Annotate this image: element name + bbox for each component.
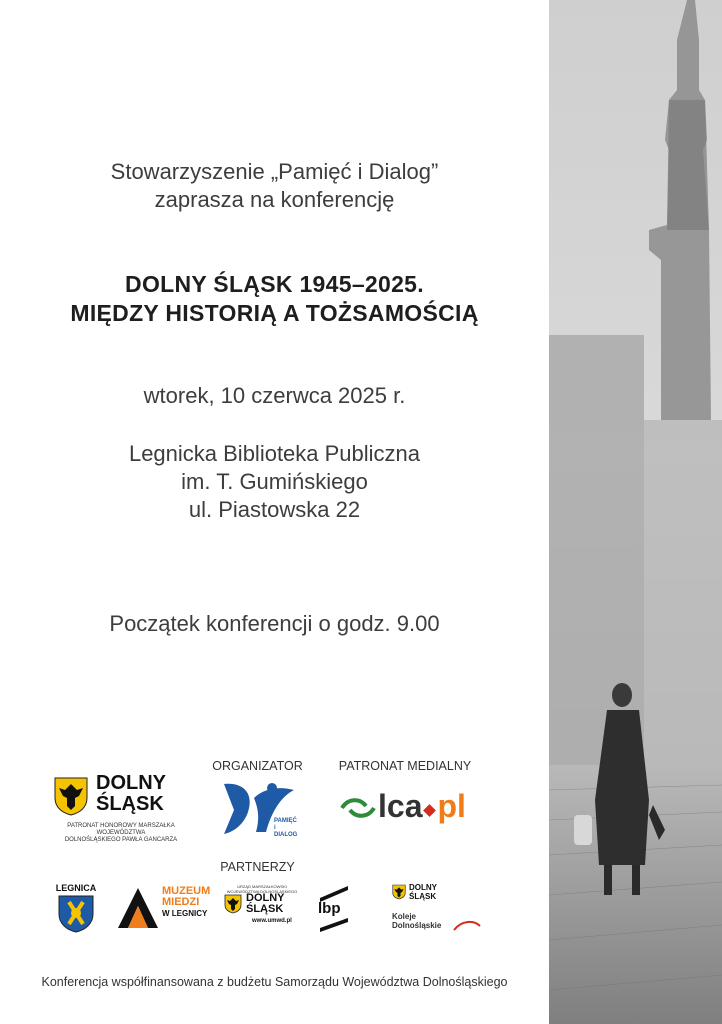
dolny-slask-line-2: ŚLĄSK bbox=[96, 793, 164, 815]
title-line-2: MIĘDZY HISTORIĄ A TOŻSAMOŚCIĄ bbox=[70, 300, 479, 326]
muzeum-line-1: MUZEUM bbox=[162, 885, 211, 897]
koleje-line-2: Dolnośląskie bbox=[392, 921, 442, 930]
start-time: Początek konferencji o godz. 9.00 bbox=[109, 611, 440, 636]
intro-line-1: Stowarzyszenie „Pamięć i Dialog” bbox=[110, 159, 439, 184]
pamiec-dialog-logo bbox=[220, 780, 300, 838]
dolny-slask-line-1: DOLNY bbox=[96, 772, 166, 794]
lca-pl-text: pl bbox=[437, 788, 466, 824]
small-ds-line-2: ŚLĄSK bbox=[409, 892, 437, 901]
lbp-logo bbox=[316, 884, 352, 932]
intro-text bbox=[0, 158, 549, 214]
event-date: wtorek, 10 czerwca 2025 r. bbox=[143, 383, 406, 408]
umwd-url: www.umwd.pl bbox=[252, 918, 292, 924]
title-line-1: DOLNY ŚLĄSK 1945–2025. bbox=[125, 271, 424, 297]
intro-line-2: zaprasza na konferencję bbox=[154, 187, 395, 212]
small-eagle-icon bbox=[392, 884, 406, 900]
koleje-swoosh-icon bbox=[452, 918, 482, 932]
umwd-line-1: DOLNY bbox=[246, 892, 285, 904]
pamiec-line-1: PAMIĘĆ bbox=[274, 818, 297, 824]
umwd-eagle-icon bbox=[224, 894, 242, 914]
eagle-crest-icon bbox=[53, 776, 89, 816]
patron-caption-1: PATRONAT HONOROWY MARSZAŁKA WOJEWÓDZTWA bbox=[67, 823, 175, 836]
media-patron-label: PATRONAT MEDIALNY bbox=[338, 759, 472, 773]
muzeum-chevron-icon bbox=[116, 886, 160, 930]
venue-line-1: Legnicka Biblioteka Publiczna bbox=[128, 441, 421, 466]
lca-logo bbox=[340, 790, 480, 826]
venue-line-2: im. T. Gumińskiego bbox=[181, 469, 368, 494]
umwd-caption: URZĄD MARSZAŁKOWSKI WOJEWÓDZTWA DOLNOŚLĄSKIEGO bbox=[226, 884, 298, 894]
footer-note: Konferencja współfinansowana z budżetu Samorządu Województwa Dolnośląskiego bbox=[41, 975, 508, 989]
lca-arrow-icon bbox=[340, 796, 376, 820]
legnica-label: LEGNICA bbox=[55, 883, 97, 893]
partners-label: PARTNERZY bbox=[220, 860, 295, 874]
pamiec-line-2: i DIALOG bbox=[274, 825, 298, 838]
lca-text: lca bbox=[378, 788, 423, 824]
venue-line-3: ul. Piastowska 22 bbox=[188, 497, 361, 522]
muzeum-line-2: MIEDZI bbox=[162, 896, 200, 908]
conference-title bbox=[0, 270, 549, 328]
umwd-logo bbox=[222, 884, 302, 930]
koleje-line-1: Koleje bbox=[392, 912, 417, 921]
koleje-logo bbox=[392, 882, 482, 938]
legnica-crest bbox=[55, 883, 97, 935]
venue bbox=[0, 440, 549, 524]
dolny-slask-logo bbox=[50, 772, 190, 843]
muzeum-miedzi-logo bbox=[116, 885, 211, 932]
legnica-shield-icon bbox=[57, 894, 95, 934]
background-photo bbox=[549, 0, 722, 1024]
lbp-text: lbp bbox=[318, 900, 341, 917]
lca-diamond-icon bbox=[424, 804, 437, 817]
muzeum-line-3: W LEGNICY bbox=[162, 909, 208, 918]
umwd-line-2: ŚLĄSK bbox=[246, 903, 284, 915]
small-ds-line-1: DOLNY bbox=[409, 883, 437, 892]
organizer-label: ORGANIZATOR bbox=[212, 759, 303, 773]
patron-caption-2: DOLNOŚLĄSKIEGO PAWŁA GANCARZA bbox=[64, 837, 178, 843]
